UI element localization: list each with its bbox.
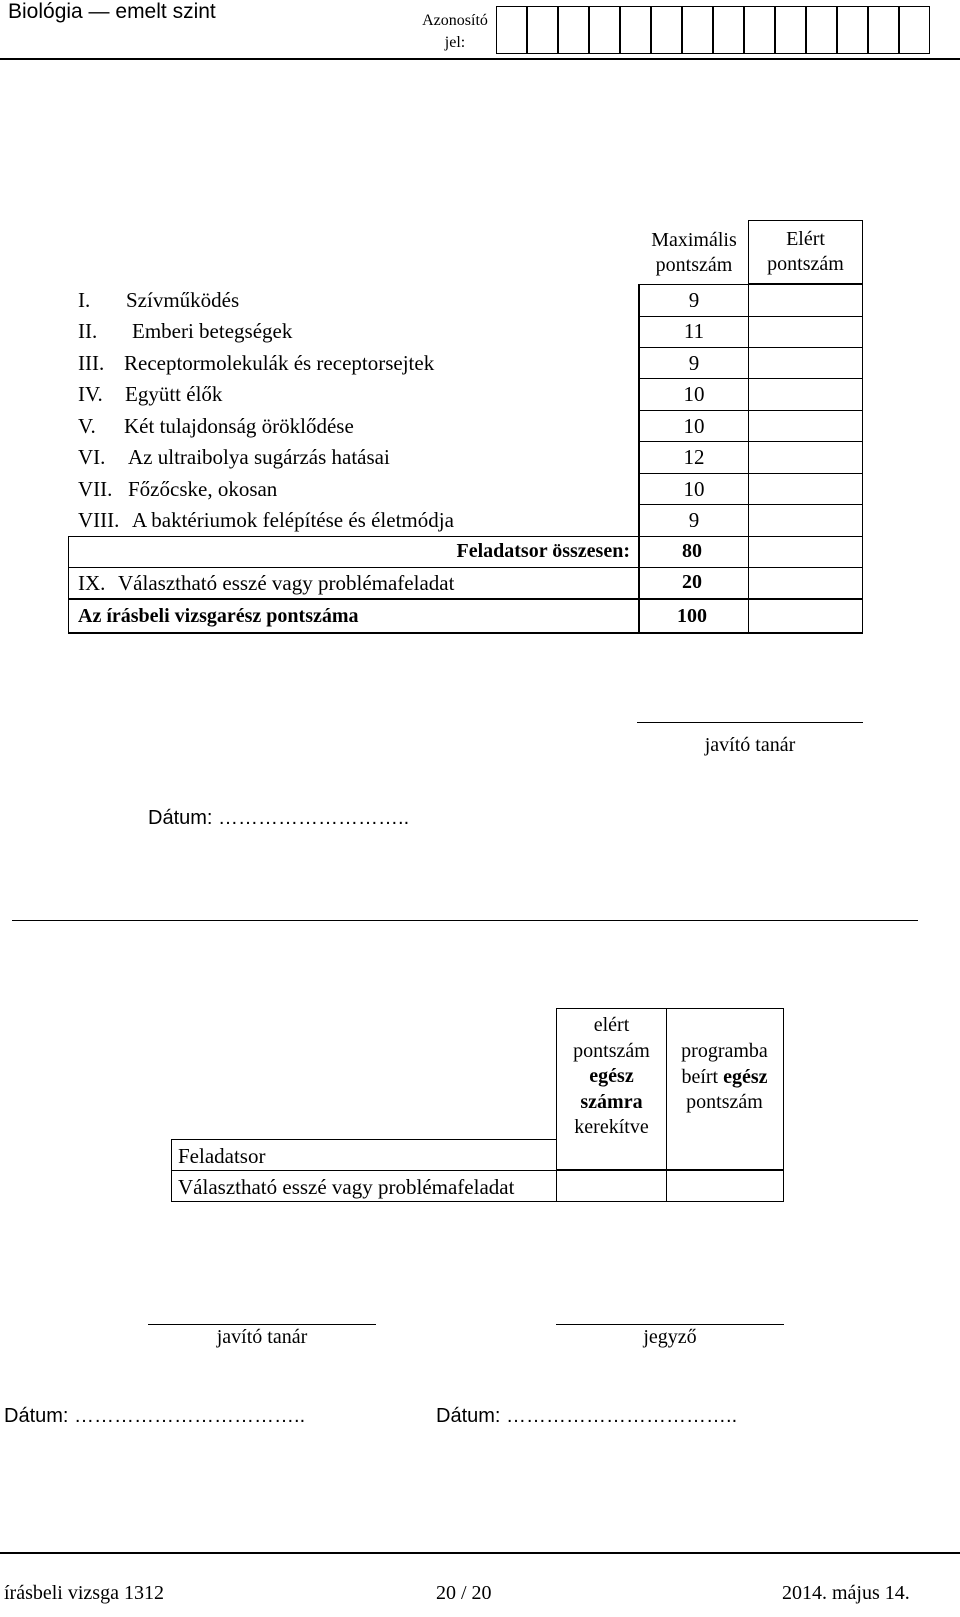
rounded-score-header: elért pontszám egész számra kerekítve	[556, 1008, 667, 1170]
subtotal-max: 80	[682, 540, 702, 562]
id-box-8[interactable]	[713, 6, 744, 54]
rt-hline	[171, 1201, 784, 1202]
rt-vline	[783, 1170, 784, 1202]
date-field-3[interactable]: Dátum: ……………………………..	[436, 1405, 738, 1427]
signature-role-teacher-2: javító tanár	[216, 1326, 308, 1348]
id-box-9[interactable]	[744, 6, 775, 54]
signature-role-notary: jegyző	[643, 1326, 697, 1348]
row-5-max: 10	[683, 414, 705, 438]
hline	[638, 441, 862, 442]
hline	[638, 378, 862, 379]
hline	[68, 598, 862, 600]
id-box-12[interactable]	[837, 6, 868, 54]
hline	[68, 567, 862, 568]
id-box-14[interactable]	[899, 6, 930, 54]
row-3-max: 9	[688, 351, 700, 375]
hline	[638, 284, 862, 285]
id-box-7[interactable]	[682, 6, 713, 54]
id-box-1[interactable]	[496, 6, 527, 54]
row-3-label: III. Receptormolekulák és receptorsejtek	[78, 351, 435, 375]
id-box-13[interactable]	[868, 6, 899, 54]
row-8-max: 9	[688, 508, 700, 532]
signature-line-teacher	[637, 722, 863, 723]
hline	[638, 316, 862, 317]
header-rule	[0, 58, 960, 60]
hline	[638, 410, 862, 411]
header-title: Biológia — emelt szint	[8, 0, 216, 23]
hline	[638, 473, 862, 474]
id-box-11[interactable]	[806, 6, 837, 54]
id-box-3[interactable]	[558, 6, 589, 54]
footer-date: 2014. május 14.	[782, 1582, 910, 1604]
section-divider	[12, 920, 918, 921]
id-box-6[interactable]	[651, 6, 682, 54]
row-8-label: VIII. A baktériumok felépítése és életmódja	[78, 508, 454, 532]
col-max-header: Maximális pontszám	[651, 229, 737, 276]
rounding-row-1-label: Feladatsor	[178, 1144, 266, 1168]
hline	[68, 632, 862, 634]
row-7-label: VII. Főzőcske, okosan	[78, 477, 278, 501]
rt-hline	[171, 1139, 556, 1140]
id-box-2[interactable]	[527, 6, 558, 54]
row-1-label: I. Szívműködés	[78, 288, 240, 312]
footer-rule	[0, 1552, 960, 1554]
id-box-4[interactable]	[589, 6, 620, 54]
row-6-max: 12	[683, 445, 705, 469]
hline	[638, 347, 862, 348]
footer-exam-code: írásbeli vizsga 1312	[4, 1582, 164, 1604]
date-field-2[interactable]: Dátum: ……………………………..	[4, 1405, 306, 1427]
row-4-label: IV. Együtt élők	[78, 382, 223, 406]
hline	[638, 504, 862, 505]
rt-vline	[666, 1170, 667, 1202]
rt-hline	[171, 1170, 784, 1171]
max-col-right-border	[748, 284, 749, 634]
hline	[68, 536, 862, 537]
footer-page-number: 20 / 20	[436, 1582, 492, 1604]
program-score-header: programba beírt egész pontszám	[666, 1008, 784, 1170]
row-4-max: 10	[683, 382, 705, 406]
signature-line-notary	[556, 1324, 784, 1325]
id-box-10[interactable]	[775, 6, 806, 54]
total-max: 100	[677, 605, 707, 627]
row-2-label: II. Emberi betegségek	[78, 319, 293, 343]
row-5-label: V. Két tulajdonság öröklődése	[78, 414, 354, 438]
col-earned-header: Elért pontszám	[748, 220, 863, 284]
subtotal-label: Feladatsor összesen:	[456, 540, 630, 562]
signature-role-teacher: javító tanár	[704, 734, 796, 756]
row-1-max: 9	[688, 288, 700, 312]
earned-col-right-border	[862, 284, 863, 634]
row-6-label: VI. Az ultraibolya sugárzás hatásai	[78, 445, 390, 469]
rt-vline	[556, 1170, 557, 1202]
essay-label: IX. Választható esszé vagy problémafeladat	[78, 571, 455, 595]
rounding-row-2-label: Választható esszé vagy problémafeladat	[178, 1175, 515, 1199]
signature-line-teacher-2	[148, 1324, 376, 1325]
row-7-max: 10	[683, 477, 705, 501]
row-2-max: 11	[683, 319, 705, 343]
id-label: Azonosító jel:	[422, 12, 488, 51]
id-box-5[interactable]	[620, 6, 651, 54]
total-label: Az írásbeli vizsgarész pontszáma	[78, 605, 359, 627]
essay-max: 20	[682, 571, 702, 593]
date-field-1[interactable]: Dátum: ………………………..	[148, 807, 410, 829]
